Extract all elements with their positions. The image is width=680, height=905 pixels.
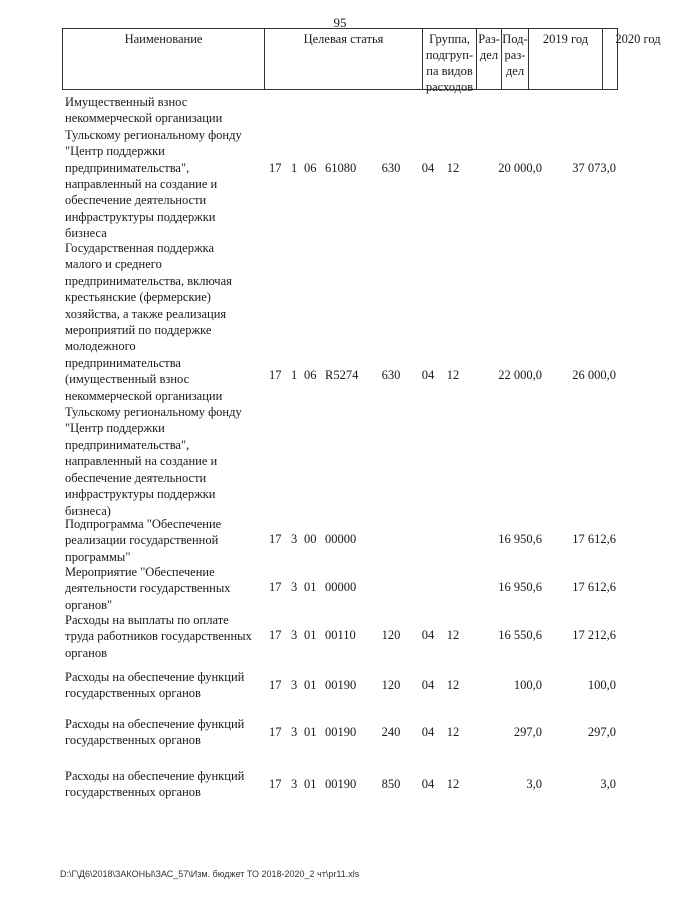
group-code: 120 (381, 678, 401, 692)
value-2019: 100,0 (513, 678, 542, 692)
target-code-1: 17 (269, 580, 282, 594)
subsection-code: 12 (446, 161, 460, 175)
value-2020: 37 073,0 (572, 161, 616, 175)
table-header (62, 28, 661, 94)
target-code-2: 3 (291, 580, 298, 594)
target-code-3: 00 (304, 532, 317, 546)
header-section: Раз- дел (477, 29, 502, 89)
group-code: 120 (381, 628, 401, 642)
value-2019: 297,0 (513, 725, 542, 739)
header-group: Группа, подгруп- па видов расходов (423, 29, 477, 89)
target-code-2: 3 (291, 678, 298, 692)
target-code-1: 17 (269, 678, 282, 692)
target-code-2: 1 (291, 368, 298, 382)
section-code: 04 (421, 161, 435, 175)
header-target: Целевая статья (265, 29, 423, 89)
header-name: Наименование (63, 29, 265, 89)
subsection-code: 12 (446, 777, 460, 791)
target-code-2: 3 (291, 725, 298, 739)
value-2019: 16 950,6 (498, 532, 542, 546)
value-2019: 16 550,6 (498, 628, 542, 642)
row-name: Мероприятие "Обеспечение деятельности государственных органов" (65, 565, 231, 612)
target-code-3: 06 (304, 161, 317, 175)
target-code-3: 01 (304, 777, 317, 791)
row-name: Расходы на обеспечение функций государственных органов (65, 670, 245, 701)
target-code-4: R5274 (325, 368, 359, 382)
target-code-3: 01 (304, 725, 317, 739)
header-subsection: Под- раз- дел (502, 29, 529, 89)
group-code: 630 (381, 161, 401, 175)
target-code-1: 17 (269, 777, 282, 791)
target-code-3: 01 (304, 580, 317, 594)
target-code-1: 17 (269, 532, 282, 546)
target-code-4: 00110 (325, 628, 356, 642)
group-code: 240 (381, 725, 401, 739)
page-number: 95 (333, 15, 347, 30)
section-code: 04 (421, 368, 435, 382)
subsection-code: 12 (446, 368, 460, 382)
value-2020: 100,0 (587, 678, 616, 692)
target-code-4: 00000 (325, 532, 357, 546)
value-2019: 3,0 (526, 777, 542, 791)
value-2020: 3,0 (600, 777, 616, 791)
value-2019: 16 950,6 (498, 580, 542, 594)
target-code-4: 61080 (325, 161, 357, 175)
subsection-code: 12 (446, 678, 460, 692)
target-code-3: 01 (304, 678, 317, 692)
section-code: 04 (421, 725, 435, 739)
value-2020: 17 212,6 (572, 628, 616, 642)
target-code-4: 00000 (325, 580, 357, 594)
row-name: Расходы на выплаты по оплате труда работников государственных органов (65, 613, 252, 660)
group-code: 630 (381, 368, 401, 382)
target-code-4: 00190 (325, 678, 357, 692)
target-code-2: 1 (291, 161, 298, 175)
row-name: Имущественный взнос некоммерческой организации Тульскому региональному фонду "Центр поддержки предпринимательства", направленный на создание и обеспечение деятельности инфраструктуры поддержки бизнеса (65, 95, 242, 241)
section-code: 04 (421, 777, 435, 791)
target-code-4: 00190 (325, 725, 357, 739)
target-code-1: 17 (269, 725, 282, 739)
section-code: 04 (421, 628, 435, 642)
target-code-3: 06 (304, 368, 317, 382)
target-code-2: 3 (291, 628, 298, 642)
target-code-1: 17 (269, 628, 282, 642)
target-code-1: 17 (269, 368, 282, 382)
target-code-3: 01 (304, 628, 317, 642)
target-code-4: 00190 (325, 777, 357, 791)
group-code: 850 (381, 777, 401, 791)
value-2020: 17 612,6 (572, 532, 616, 546)
header-2020: 2020 год (615, 32, 661, 46)
value-2020: 297,0 (587, 725, 616, 739)
row-name: Подпрограмма "Обеспечение реализации государственной программы" (65, 517, 222, 564)
target-code-2: 3 (291, 532, 298, 546)
row-name: Государственная поддержка малого и среднего предпринимательства, включая крестьянские (фермерские) хозяйства, а также реализация мероприятий по поддержке молодежного предпринимательства (имущественный взнос некоммерческой организации Тульскому региональному фонду "Центр поддержки предпринимательства", направленный на создание и обеспечение деятельности инфраструктуры поддержки бизнеса) (65, 241, 242, 518)
row-name: Расходы на обеспечение функций государственных органов (65, 717, 245, 748)
value-2019: 20 000,0 (498, 161, 542, 175)
value-2019: 22 000,0 (498, 368, 542, 382)
target-code-1: 17 (269, 161, 282, 175)
target-code-2: 3 (291, 777, 298, 791)
value-2020: 26 000,0 (572, 368, 616, 382)
value-2020: 17 612,6 (572, 580, 616, 594)
section-code: 04 (421, 678, 435, 692)
subsection-code: 12 (446, 628, 460, 642)
subsection-code: 12 (446, 725, 460, 739)
header-2019: 2019 год (529, 29, 603, 89)
file-path-footer: D:\Г\Д6\2018\ЗАКОНЫ\ЗАС_57\Изм. бюджет ТО 2018-2020_2 чт\pr11.xls (60, 869, 360, 879)
row-name: Расходы на обеспечение функций государственных органов (65, 769, 245, 800)
